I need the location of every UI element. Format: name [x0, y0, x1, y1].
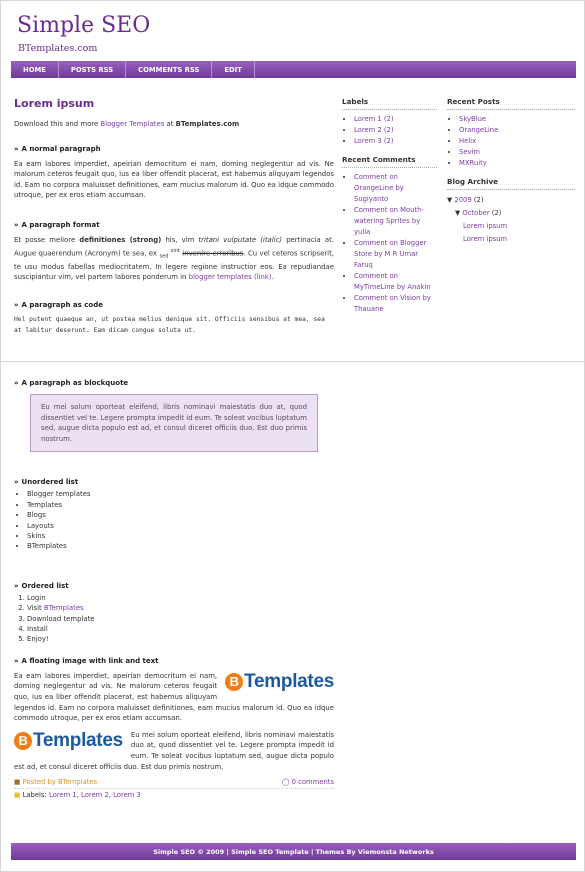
archive-tree: [447, 194, 575, 246]
site-title[interactable]: Simple SEO: [17, 13, 151, 38]
sidebar-right: [447, 97, 575, 246]
intro-text: Download this and more: [14, 120, 99, 128]
format-link[interactable]: blogger templates (link): [188, 273, 272, 282]
post-footer: [14, 778, 334, 799]
user-icon: ■: [14, 778, 21, 786]
recent-post-item[interactable]: • Sevim: [459, 147, 575, 158]
archive-month: ▼ October (2): [455, 209, 502, 217]
heading-format: » A paragraph format: [14, 220, 100, 229]
tag-icon: ■: [14, 791, 21, 799]
post-upper: [14, 97, 334, 336]
list-item: • Skins: [27, 531, 334, 541]
labels-heading: Labels: [342, 97, 437, 110]
list-item: 3. Download template: [27, 614, 334, 624]
paragraph-normal: Ea eam labores imperdiet, apeirian democritum ei nam, doming neglegentur ad vis. Ne malorum ceteros feugait quo, ius ea liber offendit placerat, est habemus aliquyam legendos id. Eam no corpora maluisset definitiones, eam mucius malorum id. Quo ea idque commodo utroque, per ex eros etiam accumsan.: [14, 159, 334, 200]
site-subtitle: BTemplates.com: [18, 43, 98, 54]
archive-post[interactable]: Lorem ipsum: [463, 222, 508, 230]
heading-normal: » A normal paragraph: [14, 144, 101, 153]
nav-posts-rss[interactable]: POSTS RSS: [59, 61, 126, 78]
intro-bold: BTemplates.com: [175, 120, 240, 128]
intro-text-mid: at: [166, 120, 174, 128]
paragraph-code: Hel putent quaeque an, ut postea melius denique sit. Officiis sensibus at mea, sea at labitur deserunt. Eam dicam congue soluta ut.: [14, 316, 325, 334]
list-item: • BTemplates: [27, 541, 334, 551]
site-footer: Simple SEO © 2009 | Simple SEO Template | Themes By Viemonsta Networks: [11, 843, 576, 860]
comment-item[interactable]: • Comment on Blogger Store by M R Umar Faruq: [354, 238, 437, 271]
list-item: • Blogs: [27, 510, 334, 520]
post-title[interactable]: Lorem ipsum: [14, 97, 95, 110]
labels-line: ■ Labels: Lorem 1, Lorem 2, Lorem 3: [14, 788, 334, 799]
recent-post-item[interactable]: • SkyBlue: [459, 114, 575, 125]
label-link[interactable]: Lorem 2: [81, 791, 109, 799]
list-item: 4. Install: [27, 624, 334, 634]
post-intro: [14, 119, 334, 130]
list-item: 1. Login: [27, 593, 334, 603]
recent-post-item[interactable]: • Helix: [459, 136, 575, 147]
nav-edit[interactable]: EDIT: [212, 61, 254, 78]
btemplates-logo-right[interactable]: B Templates: [225, 671, 334, 693]
recent-post-item[interactable]: • OrangeLine: [459, 125, 575, 136]
intro-link[interactable]: Blogger Templates: [100, 120, 165, 128]
heading-code: » A paragraph as code: [14, 301, 103, 310]
list-item: • Blogger templates: [27, 489, 334, 499]
nav-comments-rss[interactable]: COMMENTS RSS: [126, 61, 212, 78]
label-link[interactable]: Lorem 3: [113, 791, 141, 799]
recent-comments-list: [354, 172, 437, 315]
nav-bar: [11, 61, 576, 78]
label-item[interactable]: • Lorem 3 (2): [354, 136, 437, 147]
heading-floating: » A floating image with link and text: [14, 656, 159, 665]
heading-unordered: » Unordered list: [14, 478, 79, 487]
triangle-down-icon[interactable]: ▼: [455, 209, 461, 217]
archive-post[interactable]: Lorem ipsum: [463, 235, 508, 243]
blog-archive-heading: Blog Archive: [447, 177, 575, 190]
label-item[interactable]: • Lorem 2 (2): [354, 125, 437, 136]
list-item: • Layouts: [27, 521, 334, 531]
comment-item[interactable]: • Comment on MyTimeLine by Anakin: [354, 271, 437, 293]
sidebar-left: [342, 97, 437, 315]
btemplates-logo-left[interactable]: B Templates: [14, 730, 123, 752]
triangle-down-icon[interactable]: ▼: [447, 196, 453, 204]
list-item: • Templates: [27, 500, 334, 510]
float-block-2: [14, 730, 334, 772]
visit-link[interactable]: BTemplates: [43, 604, 84, 613]
heading-ordered: » Ordered list: [14, 581, 69, 590]
divider: [1, 361, 585, 362]
comments-link[interactable]: ◯ 0 comments: [281, 778, 334, 786]
list-item: 2. Visit BTemplates: [27, 603, 334, 613]
recent-comments-heading: Recent Comments: [342, 155, 437, 168]
labels-list: [354, 114, 437, 147]
nav-home[interactable]: HOME: [11, 61, 59, 78]
label-link[interactable]: Lorem 1: [48, 791, 77, 799]
label-item[interactable]: • Lorem 1 (2): [354, 114, 437, 125]
comment-item[interactable]: • Comment on Mouth-watering Sprites by yulia: [354, 205, 437, 238]
recent-posts-list: [459, 114, 575, 169]
floating-text-1: Ea eam labores imperdiet, apeirian democritum ei nam, doming neglegentur ad vis. Ne malorum ceteros feugait quo, ius ea liber offendit placerat, est habemus aliquyam legendos id. Eam no corpora maluisset definitiones, eam mucius malorum id. Quo ea idque commodo utroque, per ex eros etiam accumsan.: [14, 671, 334, 723]
recent-post-item[interactable]: • MXRuity: [459, 158, 575, 169]
heading-blockquote: » A paragraph as blockquote: [14, 379, 129, 387]
float-block-1: [14, 671, 334, 724]
post-lower: [14, 379, 334, 772]
comment-item[interactable]: • Comment on Vision by Thauane: [354, 293, 437, 315]
floating-text-2: Eu mei solum oporteat eleifend, libris nominavi maiestatis duo at, quod dissentiet vel te. Legere prompta impedit id eum. Te soleat vocibus luptatum sed, augue dicta populo est ad, et consul diceret officiis duo. Est duo primis nostrum.: [14, 730, 334, 771]
comment-icon: ◯: [281, 778, 290, 786]
posted-by: ■ Posted by BTemplates: [14, 778, 98, 786]
recent-posts-heading: Recent Posts: [447, 97, 575, 110]
logo-b-icon: B: [14, 732, 32, 750]
comment-item[interactable]: • Comment on OrangeLine by Sugiyanto: [354, 172, 437, 205]
logo-b-icon: B: [225, 673, 243, 691]
archive-year: ▼ 2009 (2): [447, 196, 484, 204]
unordered-list: [27, 489, 334, 551]
paragraph-format: Et posse meliore definitiones (strong) his, vim tritani vulputate (italic) pertinacia at. Augue quaerendum (Acronym) te sea, ex $_{sed}$ $^{sint}$ invenire erroribus. Cu vel ceteros scripserit, te usu modus fabellas mediocritatem. In legere regione instructior eos. Ea repudiandae suscipiantur vim, vel partem labores ponderum in blogger templates (link).: [14, 235, 334, 282]
blockquote: Eu mei solum oporteat eleifend, libris nominavi maiestatis duo at, quod dissentiet vel te. Legere prompta impedit id eum. Te soleat vocibus luptatum sed, augue dicta populo est ad, et consul diceret officiis duo. Est duo primis nostrum.: [30, 394, 318, 452]
ordered-list: [27, 593, 334, 645]
list-item: 5. Enjoy!: [27, 634, 334, 644]
